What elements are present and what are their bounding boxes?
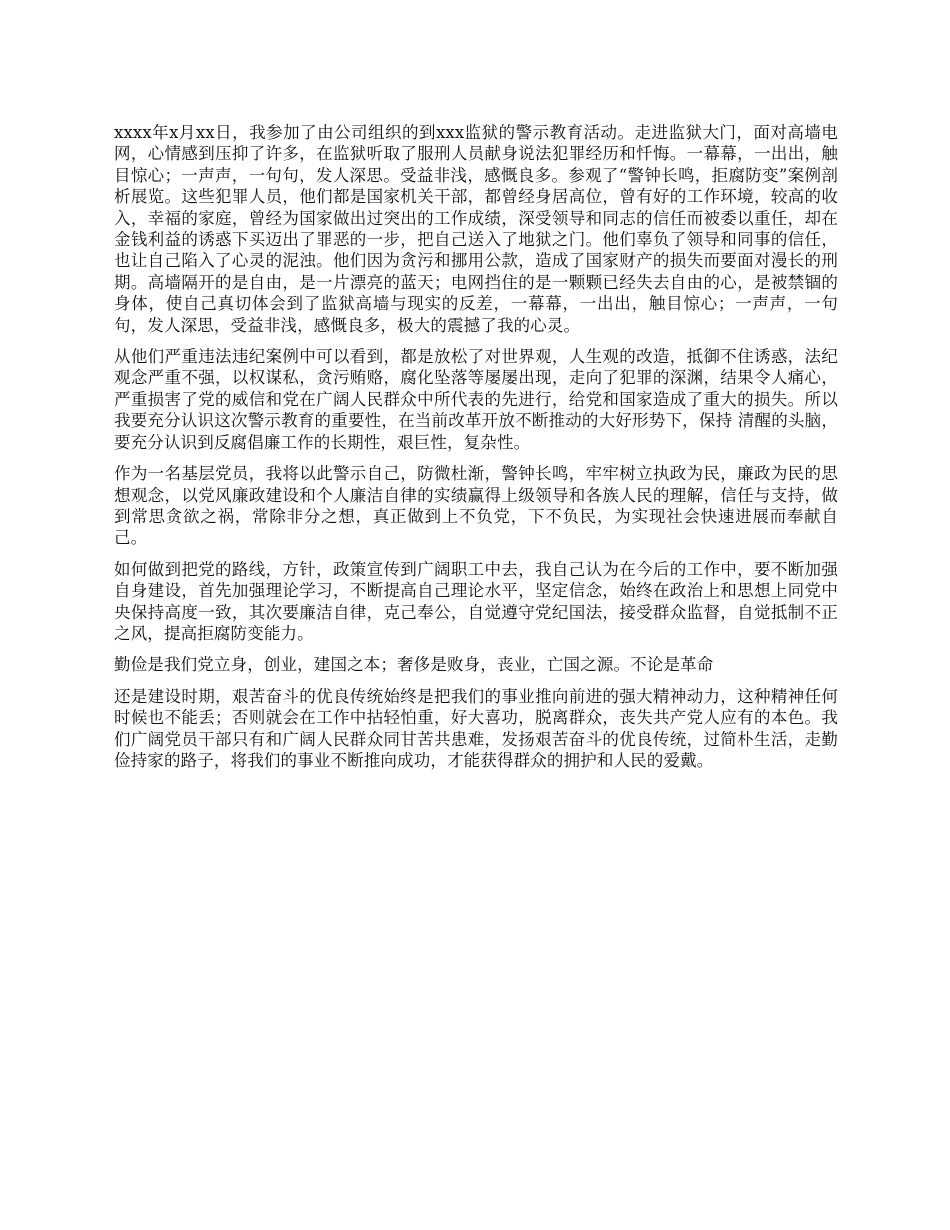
document-body: [114, 122, 838, 781]
paragraph-3: 作为一名基层党员，我将以此警示自己，防微杜渐，警钟长鸣，牢牢树立执政为民，廉政为民的思想观念，以党风廉政建设和个人廉洁自律的实绩赢得上级领导和各族人民的理解，信任与支持，做到常思贪欲之祸，常除非分之想，真正做到上不负党，下不负民，为实现社会快速进展而奉献自己。: [114, 464, 838, 548]
paragraph-6: 还是建设时期，艰苦奋斗的优良传统始终是把我们的事业推向前进的强大精神动力，这种精神任何时候也不能丢；否则就会在工作中拈轻怕重，好大喜功，脱离群众，丧失共产党人应有的本色。我们广阔党员干部只有和广阔人民群众同甘苦共患难，发扬艰苦奋斗的优良传统，过简朴生活，走勤俭持家的路子，将我们的事业不断推向成功，才能获得群众的拥护和人民的爱戴。: [114, 686, 838, 770]
paragraph-4: 如何做到把党的路线，方针，政策宣传到广阔职工中去，我自己认为在今后的工作中，要不断加强自身建设，首先加强理论学习，不断提高自己理论水平，坚定信念，始终在政治上和思想上同党中央保持高度一致，其次要廉洁自律，克己奉公，自觉遵守党纪国法，接受群众监督，自觉抵制不正之风，提高拒腐防变能力。: [114, 559, 838, 643]
paragraph-5: 勤俭是我们党立身，创业，建国之本；奢侈是败身，丧业，亡国之源。不论是革命: [114, 655, 714, 675]
paragraph-2: 从他们严重违法违纪案例中可以看到，都是放松了对世界观，人生观的改造，抵御不住诱惑，法纪观念严重不强，以权谋私，贪污贿赂，腐化坠落等屡屡出现，走向了犯罪的深渊，结果令人痛心，严重损害了党的威信和党在广阔人民群众中所代表的先进行，给党和国家造成了重大的损失。所以我要充分认识这次警示教育的重要性，在当前改革开放不断推动的大好形势下，保持 清醒的头脑，要充分认识到反腐倡廉工作的长期性，艰巨性，复杂性。: [114, 347, 838, 452]
paragraph-1: xxxx年x月xx日，我参加了由公司组织的到xxx监狱的警示教育活动。走进监狱大门，面对高墙电网，心情感到压抑了许多，在监狱听取了服刑人员献身说法犯罪经历和忏悔。一幕幕，一出出，触目惊心；一声声，一句句，发人深思。受益非浅，感慨良多。参观了“警钟长鸣，拒腐防变”案例剖析展览。这些犯罪人员，他们都是国家机关干部，都曾经身居高位，曾有好的工作环境，较高的收入，幸福的家庭，曾经为国家做出过突出的工作成绩，深受领导和同志的信任而被委以重任，却在金钱利益的诱惑下买迈出了罪恶的一步，把自己送入了地狱之门。他们辜负了领导和同事的信任，也让自己陷入了心灵的泥浊。他们因为贪污和挪用公款，造成了国家财产的损失而要面对漫长的刑期。高墙隔开的是自由，是一片漂亮的蓝天；电网挡住的是一颗颗已经失去自由的心，是被禁锢的身体，使自己真切体会到了监狱高墙与现实的反差，一幕幕，一出出，触目惊心；一声声，一句句，发人深思，受益非浅，感慨良多，极大的震撼了我的心灵。: [114, 123, 838, 335]
